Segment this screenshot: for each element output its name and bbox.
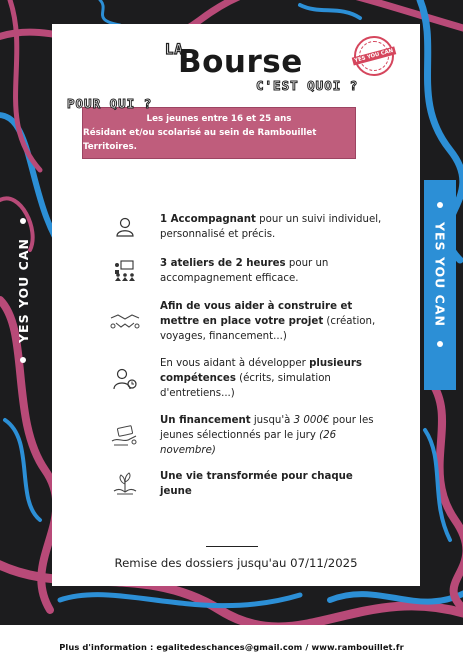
list-item: Un financement jusqu'à 3 000€ pour les jeunes sélectionnés par le jury (26 novembre)	[108, 413, 388, 458]
pour-qui-label: POUR QUI ?	[67, 96, 153, 111]
workshop-icon	[108, 256, 142, 286]
list-item: Une vie transformée pour chaque jeune	[108, 469, 388, 499]
handshake-icon	[108, 307, 142, 337]
skills-icon	[108, 364, 142, 394]
side-tag-right-text: YES YOU CAN	[432, 222, 448, 327]
list-item: 1 Accompagnant pour un suivi individuel, personnalisé et précis.	[108, 212, 388, 242]
list-item: 3 ateliers de 2 heures pour un accompagnement efficace.	[108, 256, 388, 286]
bullet-dot	[20, 218, 26, 224]
growth-icon	[108, 469, 142, 499]
stamp-text: YES YOU CAN	[352, 46, 396, 65]
person-icon	[108, 212, 142, 242]
eligibility-box	[82, 107, 356, 159]
title-la: LA	[165, 42, 184, 58]
money-icon	[108, 421, 142, 451]
divider	[206, 546, 258, 547]
title-question: C'EST QUOI ?	[256, 78, 359, 93]
list-item: En vous aidant à développer plusieurs compétences (écrits, simulation d'entretiens...)	[108, 356, 388, 401]
list-item: Afin de vous aider à construire et mettre en place votre projet (création, voyages, financement...)	[108, 299, 388, 344]
bullet-dot	[437, 202, 443, 208]
side-tag-right	[424, 180, 456, 390]
bullet-dot	[437, 341, 443, 347]
eligibility-residence: Résidant et/ou scolarisé au sein de Rambouillet Territoires.	[83, 128, 317, 152]
eligibility-age: Les jeunes entre 16 et 25 ans	[146, 114, 292, 124]
bullet-dot	[20, 357, 26, 363]
side-tag-left	[0, 210, 46, 380]
submission-deadline: Remise des dossiers jusqu'au 07/11/2025	[114, 556, 358, 570]
yes-you-can-stamp	[354, 36, 394, 76]
side-tag-left-text: YES YOU CAN	[15, 238, 31, 343]
footer	[0, 625, 463, 668]
page-title: Bourse	[178, 44, 303, 80]
contact-info: Plus d'information : egalitedeschances@gmail.com / www.rambouillet.fr	[59, 641, 404, 652]
